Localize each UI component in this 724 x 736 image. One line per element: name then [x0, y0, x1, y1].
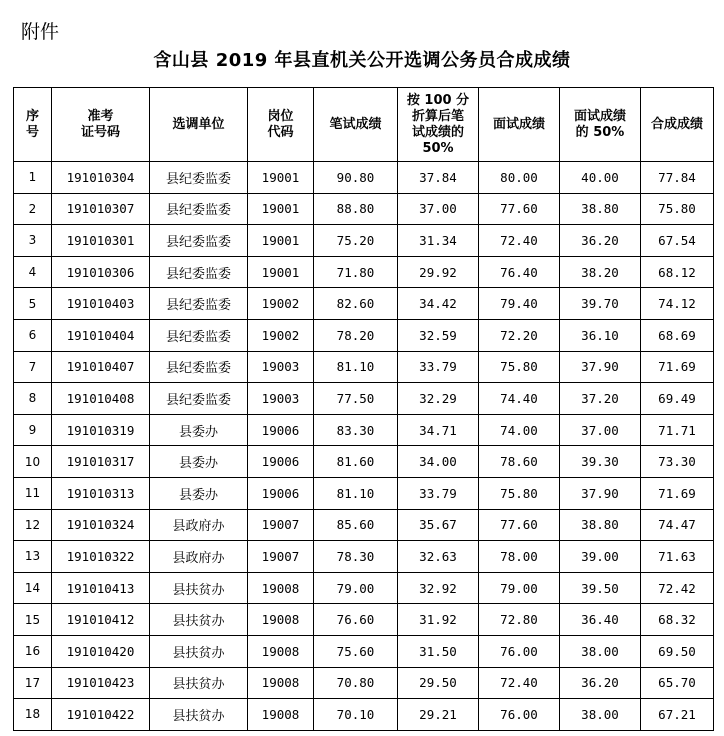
cell-seq: 8	[14, 383, 52, 415]
cell-written-score: 85.60	[314, 509, 398, 541]
cell-total-score: 69.49	[641, 383, 714, 415]
cell-total-score: 74.12	[641, 288, 714, 320]
cell-exam-number: 191010322	[52, 541, 150, 573]
cell-written-score: 77.50	[314, 383, 398, 415]
cell-interview-score: 74.40	[479, 383, 560, 415]
cell-post-code: 19001	[248, 256, 314, 288]
table-row	[14, 509, 714, 541]
cell-written-score: 75.20	[314, 225, 398, 257]
cell-exam-number: 191010408	[52, 383, 150, 415]
cell-interview-50: 39.30	[560, 446, 641, 478]
cell-seq: 5	[14, 288, 52, 320]
cell-total-score: 67.21	[641, 699, 714, 731]
cell-written-50: 29.50	[398, 667, 479, 699]
cell-unit: 县纪委监委	[150, 351, 248, 383]
cell-seq: 16	[14, 635, 52, 667]
cell-interview-50: 38.20	[560, 256, 641, 288]
header-total-score-line: 合成成绩	[650, 116, 703, 132]
cell-written-50: 31.92	[398, 604, 479, 636]
cell-written-score: 90.80	[314, 162, 398, 194]
cell-written-50: 31.50	[398, 635, 479, 667]
cell-total-score: 71.69	[641, 477, 714, 509]
cell-exam-number: 191010404	[52, 319, 150, 351]
header-written-50-line: 50%	[422, 140, 454, 156]
cell-seq: 2	[14, 193, 52, 225]
cell-interview-score: 79.00	[479, 572, 560, 604]
header-post-code	[248, 88, 314, 162]
cell-interview-score: 76.40	[479, 256, 560, 288]
cell-interview-50: 37.90	[560, 477, 641, 509]
cell-unit: 县纪委监委	[150, 319, 248, 351]
cell-post-code: 19001	[248, 162, 314, 194]
cell-interview-score: 72.80	[479, 604, 560, 636]
cell-post-code: 19007	[248, 541, 314, 573]
cell-post-code: 19008	[248, 572, 314, 604]
cell-exam-number: 191010306	[52, 256, 150, 288]
cell-seq: 11	[14, 477, 52, 509]
cell-unit: 县委办	[150, 477, 248, 509]
cell-seq: 10	[14, 446, 52, 478]
cell-interview-score: 74.00	[479, 414, 560, 446]
cell-written-50: 34.42	[398, 288, 479, 320]
cell-interview-50: 38.80	[560, 193, 641, 225]
cell-total-score: 72.42	[641, 572, 714, 604]
cell-written-50: 32.59	[398, 319, 479, 351]
table-row	[14, 699, 714, 731]
cell-seq: 7	[14, 351, 52, 383]
cell-written-50: 35.67	[398, 509, 479, 541]
cell-written-50: 32.92	[398, 572, 479, 604]
cell-written-score: 79.00	[314, 572, 398, 604]
header-seq	[14, 88, 52, 162]
header-interview-50-line: 面试成绩	[573, 108, 626, 124]
cell-written-50: 32.63	[398, 541, 479, 573]
cell-post-code: 19001	[248, 193, 314, 225]
cell-written-50: 37.00	[398, 193, 479, 225]
cell-interview-50: 37.20	[560, 383, 641, 415]
cell-written-score: 81.60	[314, 446, 398, 478]
table-row	[14, 477, 714, 509]
cell-exam-number: 191010423	[52, 667, 150, 699]
cell-written-score: 78.20	[314, 319, 398, 351]
cell-post-code: 19003	[248, 383, 314, 415]
cell-total-score: 68.12	[641, 256, 714, 288]
cell-exam-number: 191010420	[52, 635, 150, 667]
cell-written-50: 37.84	[398, 162, 479, 194]
cell-written-score: 81.10	[314, 351, 398, 383]
table-row	[14, 667, 714, 699]
header-written-50	[398, 88, 479, 162]
cell-written-50: 31.34	[398, 225, 479, 257]
cell-exam-number: 191010313	[52, 477, 150, 509]
table-row	[14, 572, 714, 604]
cell-interview-score: 75.80	[479, 351, 560, 383]
cell-interview-score: 80.00	[479, 162, 560, 194]
cell-interview-50: 36.20	[560, 667, 641, 699]
cell-seq: 6	[14, 319, 52, 351]
cell-total-score: 67.54	[641, 225, 714, 257]
header-interview-score	[479, 88, 560, 162]
cell-post-code: 19007	[248, 509, 314, 541]
cell-total-score: 69.50	[641, 635, 714, 667]
cell-exam-number: 191010301	[52, 225, 150, 257]
header-unit	[150, 88, 248, 162]
table-row	[14, 319, 714, 351]
cell-exam-number: 191010307	[52, 193, 150, 225]
cell-unit: 县扶贫办	[150, 604, 248, 636]
cell-interview-50: 37.90	[560, 351, 641, 383]
cell-written-50: 34.71	[398, 414, 479, 446]
cell-interview-50: 36.10	[560, 319, 641, 351]
cell-written-50: 32.29	[398, 383, 479, 415]
cell-total-score: 71.69	[641, 351, 714, 383]
cell-seq: 17	[14, 667, 52, 699]
page-title: 含山县 2019 年县直机关公开选调公务员合成成绩	[153, 50, 571, 71]
cell-written-score: 83.30	[314, 414, 398, 446]
cell-seq: 3	[14, 225, 52, 257]
header-interview-score-line: 面试成绩	[492, 116, 545, 132]
table-row	[14, 446, 714, 478]
table-row	[14, 256, 714, 288]
header-exam-number-line: 证号码	[80, 124, 120, 140]
table-row	[14, 604, 714, 636]
cell-unit: 县扶贫办	[150, 699, 248, 731]
table-row	[14, 635, 714, 667]
cell-written-score: 82.60	[314, 288, 398, 320]
cell-interview-50: 40.00	[560, 162, 641, 194]
cell-total-score: 71.63	[641, 541, 714, 573]
cell-written-score: 70.10	[314, 699, 398, 731]
table-row	[14, 541, 714, 573]
cell-interview-50: 39.50	[560, 572, 641, 604]
cell-post-code: 19008	[248, 699, 314, 731]
table-row	[14, 288, 714, 320]
cell-written-50: 29.21	[398, 699, 479, 731]
table-row	[14, 225, 714, 257]
cell-exam-number: 191010319	[52, 414, 150, 446]
cell-exam-number: 191010407	[52, 351, 150, 383]
cell-total-score: 77.84	[641, 162, 714, 194]
cell-exam-number: 191010317	[52, 446, 150, 478]
header-written-50-line: 按 100 分	[406, 92, 470, 108]
header-written-50-line: 折算后笔	[411, 108, 464, 124]
cell-interview-50: 37.00	[560, 414, 641, 446]
cell-seq: 1	[14, 162, 52, 194]
cell-written-score: 76.60	[314, 604, 398, 636]
cell-unit: 县扶贫办	[150, 635, 248, 667]
cell-post-code: 19001	[248, 225, 314, 257]
cell-post-code: 19006	[248, 414, 314, 446]
cell-post-code: 19006	[248, 477, 314, 509]
cell-exam-number: 191010422	[52, 699, 150, 731]
cell-interview-score: 72.40	[479, 225, 560, 257]
cell-interview-score: 79.40	[479, 288, 560, 320]
table-row	[14, 383, 714, 415]
cell-interview-50: 39.00	[560, 541, 641, 573]
cell-written-score: 70.80	[314, 667, 398, 699]
cell-seq: 9	[14, 414, 52, 446]
cell-interview-50: 38.00	[560, 699, 641, 731]
cell-interview-score: 76.00	[479, 699, 560, 731]
cell-written-50: 33.79	[398, 477, 479, 509]
cell-unit: 县纪委监委	[150, 193, 248, 225]
cell-written-50: 29.92	[398, 256, 479, 288]
cell-seq: 12	[14, 509, 52, 541]
cell-exam-number: 191010403	[52, 288, 150, 320]
header-written-score	[314, 88, 398, 162]
cell-post-code: 19008	[248, 604, 314, 636]
cell-exam-number: 191010413	[52, 572, 150, 604]
cell-interview-score: 77.60	[479, 509, 560, 541]
cell-written-50: 33.79	[398, 351, 479, 383]
cell-total-score: 68.32	[641, 604, 714, 636]
cell-written-score: 81.10	[314, 477, 398, 509]
cell-unit: 县纪委监委	[150, 225, 248, 257]
header-exam-number-line: 准考	[87, 108, 114, 124]
cell-total-score: 65.70	[641, 667, 714, 699]
cell-seq: 18	[14, 699, 52, 731]
cell-post-code: 19002	[248, 288, 314, 320]
cell-unit: 县政府办	[150, 509, 248, 541]
cell-exam-number: 191010304	[52, 162, 150, 194]
cell-total-score: 74.47	[641, 509, 714, 541]
cell-unit: 县政府办	[150, 541, 248, 573]
header-written-50-line: 试成绩的	[411, 124, 464, 140]
header-seq-line: 号	[25, 124, 39, 140]
cell-interview-score: 78.00	[479, 541, 560, 573]
cell-written-score: 75.60	[314, 635, 398, 667]
cell-written-score: 88.80	[314, 193, 398, 225]
cell-post-code: 19003	[248, 351, 314, 383]
header-seq-line: 序	[25, 108, 39, 124]
table-header-row	[14, 88, 714, 162]
cell-seq: 15	[14, 604, 52, 636]
cell-unit: 县委办	[150, 446, 248, 478]
attachment-label: 附件	[21, 21, 60, 43]
header-post-code-line: 岗位	[267, 108, 294, 124]
cell-interview-score: 78.60	[479, 446, 560, 478]
header-interview-50	[560, 88, 641, 162]
cell-interview-50: 38.00	[560, 635, 641, 667]
cell-seq: 4	[14, 256, 52, 288]
cell-interview-score: 72.20	[479, 319, 560, 351]
cell-unit: 县委办	[150, 414, 248, 446]
cell-unit: 县纪委监委	[150, 256, 248, 288]
cell-exam-number: 191010412	[52, 604, 150, 636]
table-row	[14, 193, 714, 225]
cell-written-score: 78.30	[314, 541, 398, 573]
cell-post-code: 19006	[248, 446, 314, 478]
cell-total-score: 73.30	[641, 446, 714, 478]
cell-interview-score: 76.00	[479, 635, 560, 667]
cell-interview-score: 72.40	[479, 667, 560, 699]
cell-unit: 县纪委监委	[150, 288, 248, 320]
cell-post-code: 19002	[248, 319, 314, 351]
cell-interview-50: 38.80	[560, 509, 641, 541]
header-written-score-line: 笔试成绩	[329, 116, 382, 132]
table-body	[14, 162, 714, 731]
table-row	[14, 351, 714, 383]
header-exam-number	[52, 88, 150, 162]
cell-post-code: 19008	[248, 667, 314, 699]
header-total-score	[641, 88, 714, 162]
cell-interview-50: 36.20	[560, 225, 641, 257]
cell-seq: 14	[14, 572, 52, 604]
cell-interview-50: 36.40	[560, 604, 641, 636]
cell-exam-number: 191010324	[52, 509, 150, 541]
cell-unit: 县纪委监委	[150, 383, 248, 415]
cell-total-score: 68.69	[641, 319, 714, 351]
cell-unit: 县扶贫办	[150, 572, 248, 604]
header-post-code-line: 代码	[267, 124, 294, 140]
cell-written-50: 34.00	[398, 446, 479, 478]
cell-interview-score: 77.60	[479, 193, 560, 225]
scores-table	[13, 87, 714, 731]
header-unit-line: 选调单位	[172, 116, 225, 132]
cell-seq: 13	[14, 541, 52, 573]
cell-unit: 县扶贫办	[150, 667, 248, 699]
header-interview-50-line: 的 50%	[575, 124, 625, 140]
cell-interview-score: 75.80	[479, 477, 560, 509]
table-row	[14, 414, 714, 446]
cell-written-score: 71.80	[314, 256, 398, 288]
cell-total-score: 75.80	[641, 193, 714, 225]
cell-total-score: 71.71	[641, 414, 714, 446]
cell-interview-50: 39.70	[560, 288, 641, 320]
table-row	[14, 162, 714, 194]
cell-post-code: 19008	[248, 635, 314, 667]
cell-unit: 县纪委监委	[150, 162, 248, 194]
